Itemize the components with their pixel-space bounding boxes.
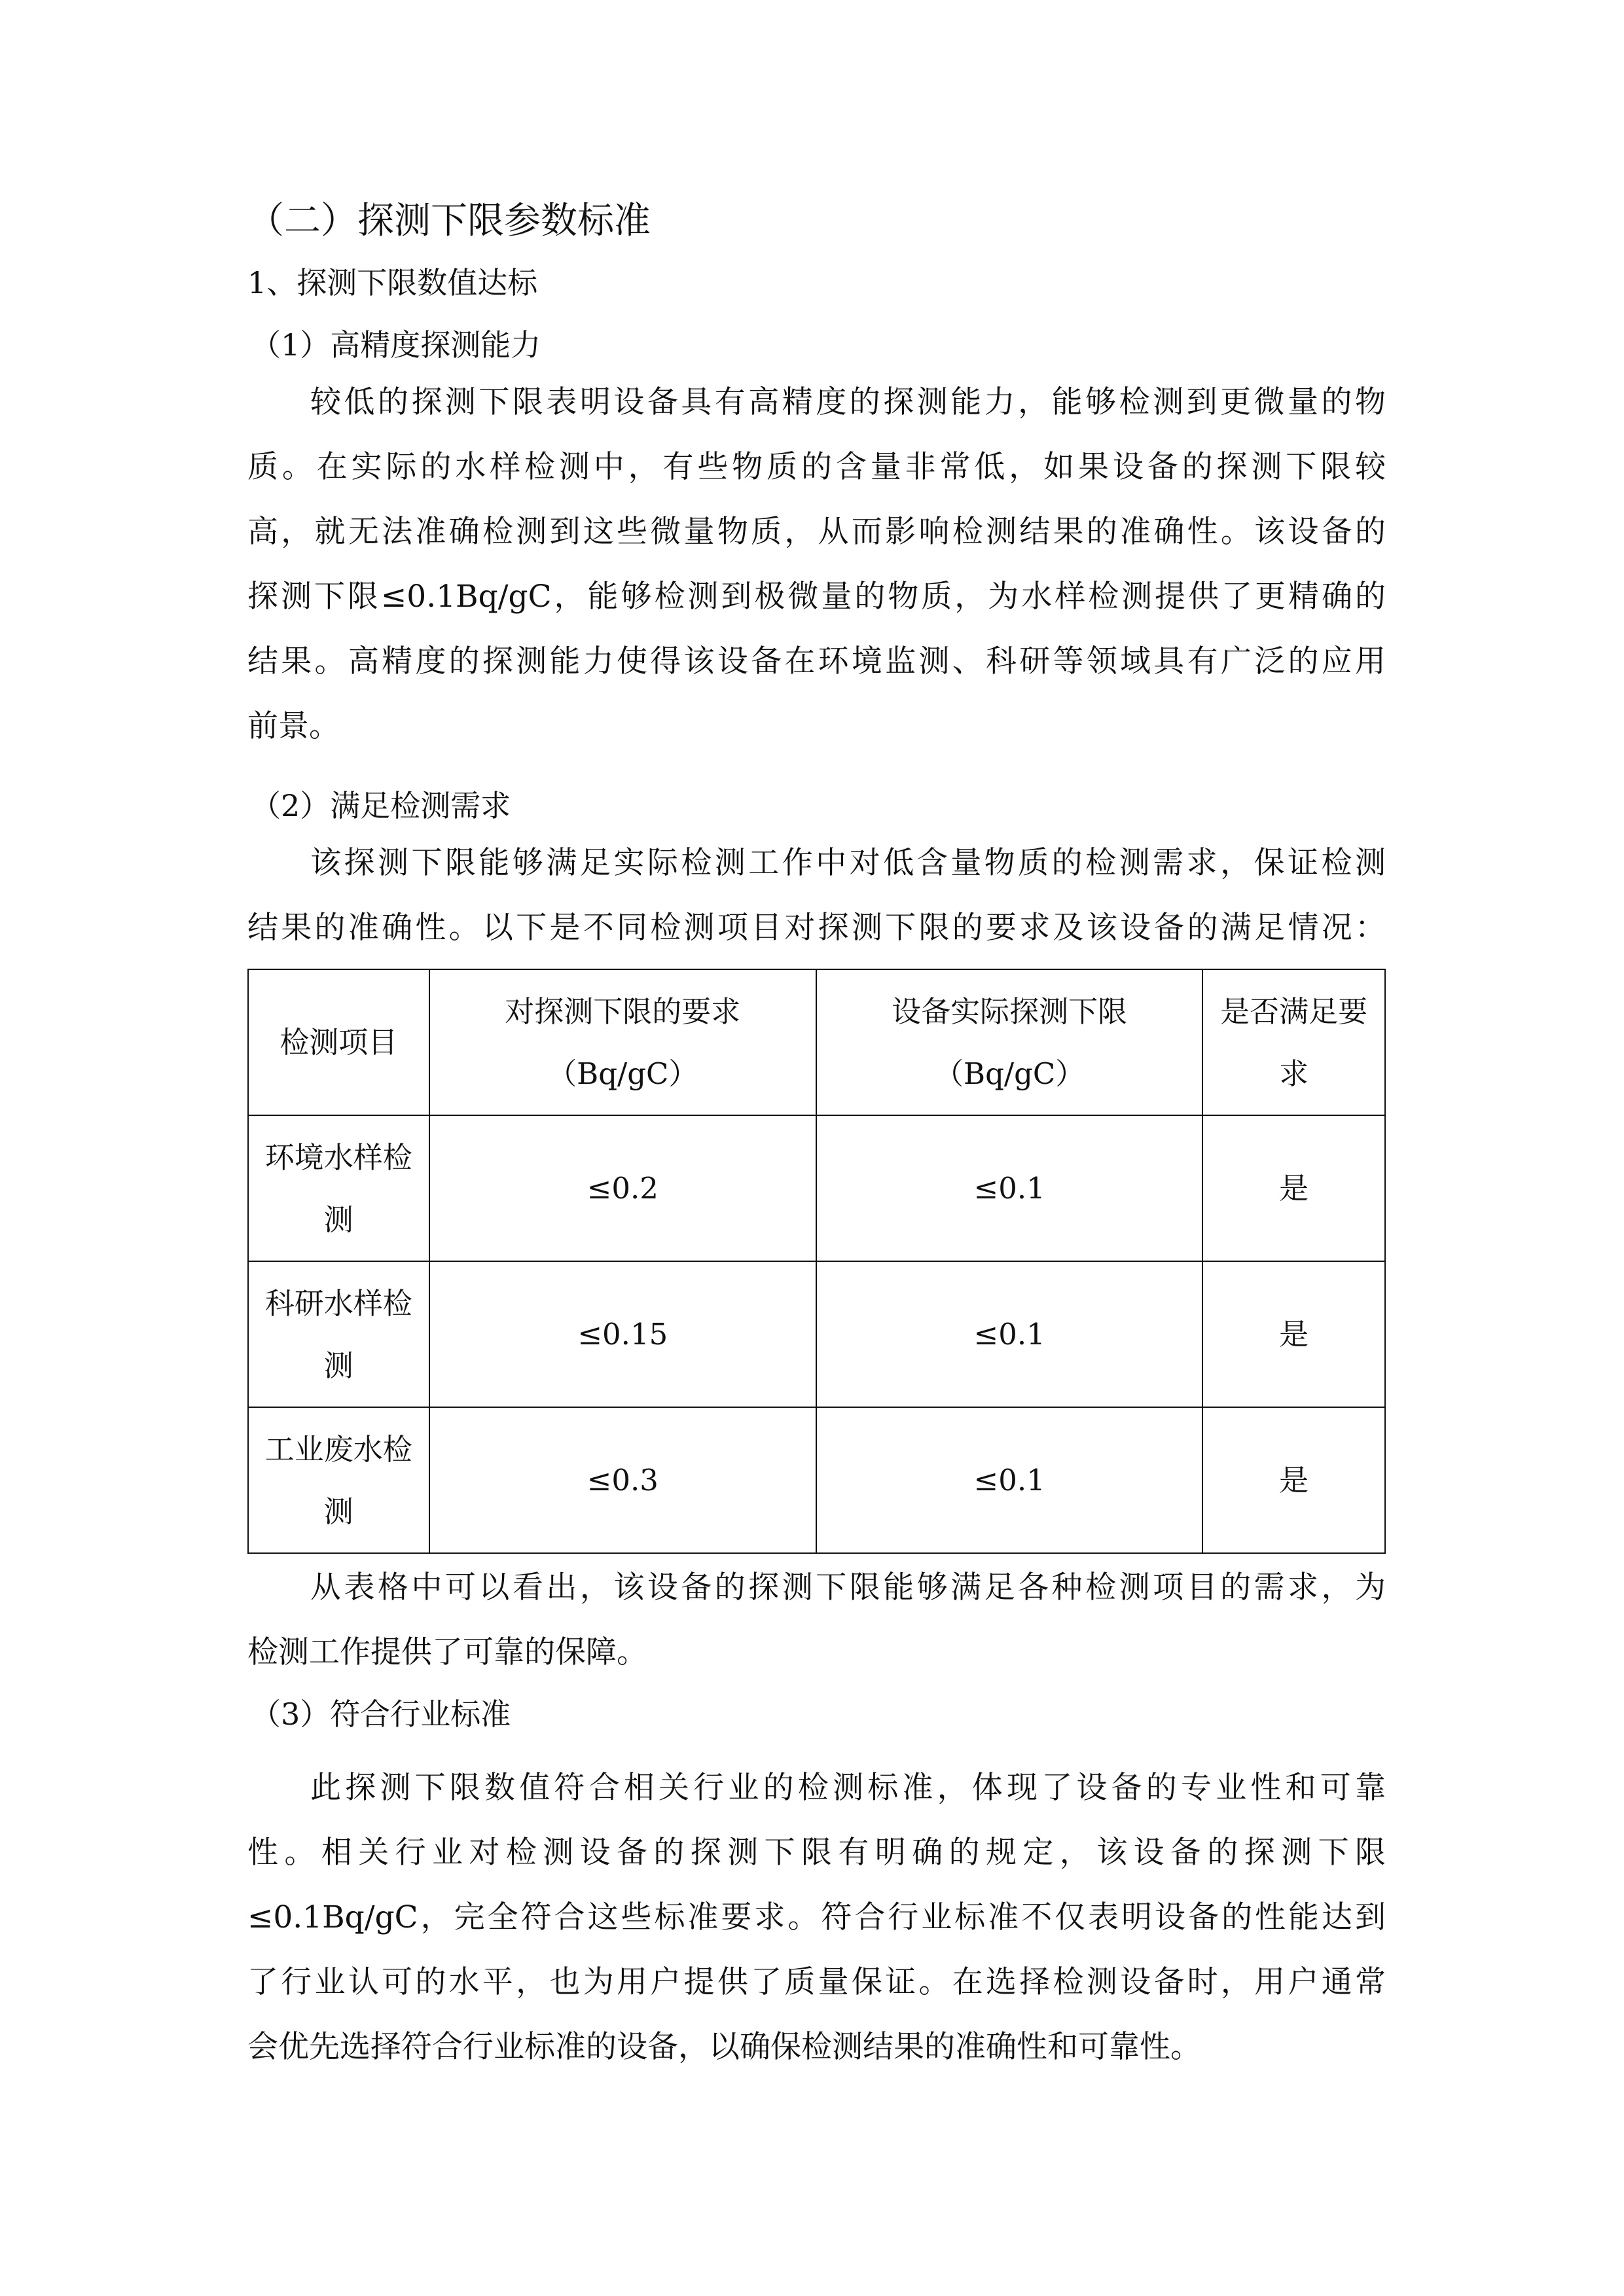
header-unit: （Bq/gC） [934,1056,1085,1091]
item-cell [248,1407,429,1553]
item-cell [248,1261,429,1407]
paragraph-line: ≤0.1Bq/gC，完全符合这些标准要求。符合行业标准不仅表明设备的性能达到 [247,1899,1386,1935]
meets-cell: 是 [1202,1115,1385,1261]
paragraph-line: 结果。高精度的探测能力使得该设备在环境监测、科研等领域具有广泛的应用 [247,643,1386,679]
section-heading: （二）探测下限参数标准 [247,200,651,242]
paragraph-3 [247,1755,1386,2079]
required-cell: ≤0.15 [429,1261,816,1407]
item-cell [248,1115,429,1261]
header-text: 检测项目 [280,1025,398,1060]
paragraph-line: 质。在实际的水样检测中，有些物质的含量非常低，如果设备的探测下限较 [247,449,1386,485]
header-cell [1202,969,1385,1115]
actual-cell: ≤0.1 [816,1115,1202,1261]
header-unit: （Bq/gC） [547,1056,698,1091]
item-text: 测 [323,1348,353,1383]
header-text: 设备实际探测下限 [892,994,1128,1029]
paragraph-line: 此探测下限数值符合相关行业的检测标准，体现了设备的专业性和可靠 [310,1770,1386,1806]
paragraph-line: 探测下限≤0.1Bq/gC，能够检测到极微量的物质，为水样检测提供了更精确的 [247,579,1386,615]
detection-limit-table [247,969,1386,1554]
table-row [248,1407,1385,1553]
section-title-2: （2）满足检测需求 [251,788,511,823]
table-header-row [248,969,1385,1115]
actual-cell: ≤0.1 [816,1407,1202,1553]
table-row [248,1261,1385,1407]
paragraph-line: 较低的探测下限表明设备具有高精度的探测能力，能够检测到更微量的物 [310,384,1386,420]
meets-cell: 是 [1202,1407,1385,1553]
header-text: 对探测下限的要求 [505,994,741,1029]
header-text: 是否满足要 [1220,994,1368,1029]
header-cell [248,969,429,1115]
meets-cell: 是 [1202,1261,1385,1407]
required-cell: ≤0.2 [429,1115,816,1261]
subheading: 1、探测下限数值达标 [247,265,538,300]
actual-cell: ≤0.1 [816,1261,1202,1407]
item-text: 环境水样检 [264,1139,412,1175]
item-text: 工业废水检 [264,1431,412,1467]
section-title-3: （3）符合行业标准 [251,1696,511,1732]
item-text: 测 [323,1494,353,1529]
header-text: 求 [1279,1056,1309,1091]
paragraph-after-table [247,1555,1386,1685]
header-cell [429,969,816,1115]
table-row [248,1115,1385,1261]
header-cell [816,969,1202,1115]
paragraph-line: 了行业认可的水平，也为用户提供了质量保证。在选择检测设备时，用户通常 [247,1964,1386,2000]
paragraph-line: 会优先选择符合行业标准的设备，以确保检测结果的准确性和可靠性。 [247,2029,1201,2065]
paragraph-line: 从表格中可以看出，该设备的探测下限能够满足各种检测项目的需求，为 [310,1570,1386,1605]
paragraph-2 [247,831,1386,960]
item-text: 科研水样检 [264,1285,412,1321]
paragraph-line: 该探测下限能够满足实际检测工作中对低含量物质的检测需求，保证检测 [310,845,1386,881]
section-title-1: （1）高精度探测能力 [251,327,541,363]
required-cell: ≤0.3 [429,1407,816,1553]
paragraph-1 [247,370,1386,759]
paragraph-line: 结果的准确性。以下是不同检测项目对探测下限的要求及该设备的满足情况： [247,910,1386,946]
item-text: 测 [323,1202,353,1237]
paragraph-line: 性。相关行业对检测设备的探测下限有明确的规定，该设备的探测下限 [247,1835,1386,1871]
paragraph-line: 检测工作提供了可靠的保障。 [247,1634,647,1670]
paragraph-line: 前景。 [247,708,340,744]
paragraph-line: 高，就无法准确检测到这些微量物质，从而影响检测结果的准确性。该设备的 [247,514,1386,550]
